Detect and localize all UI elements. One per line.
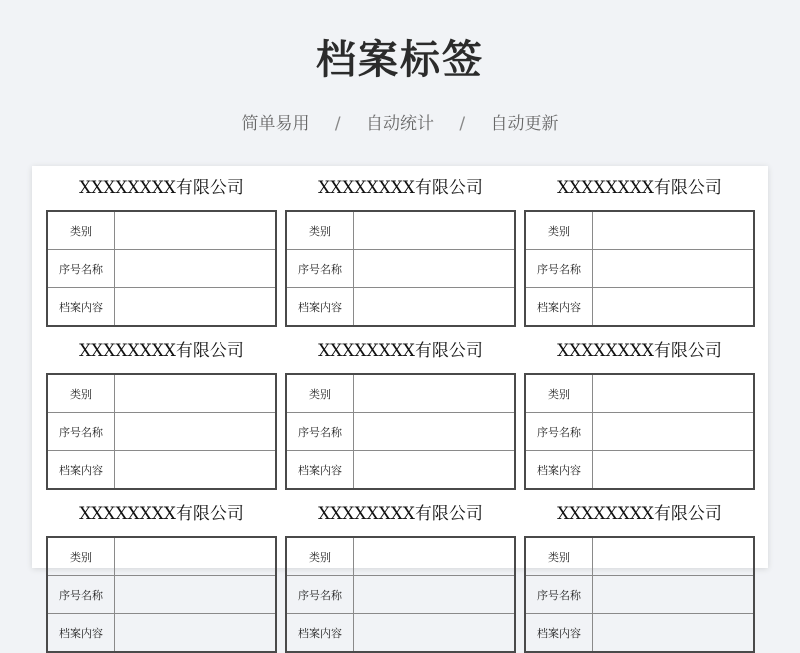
field-value-cell[interactable] bbox=[593, 374, 755, 413]
field-name: 档案内容 bbox=[47, 614, 115, 653]
feature-tagline bbox=[0, 112, 800, 136]
company-name: XXXXXXXX有限公司 bbox=[318, 341, 483, 361]
archive-label bbox=[524, 329, 755, 490]
field-name: 序号名称 bbox=[47, 576, 115, 614]
label-row bbox=[525, 413, 754, 451]
field-value-cell[interactable] bbox=[115, 211, 277, 250]
field-name: 类别 bbox=[286, 374, 354, 413]
field-name: 档案内容 bbox=[286, 288, 354, 327]
field-name: 序号名称 bbox=[47, 250, 115, 288]
field-name: 序号名称 bbox=[525, 576, 593, 614]
archive-label bbox=[285, 492, 516, 653]
field-name: 类别 bbox=[286, 537, 354, 576]
label-table bbox=[524, 373, 755, 490]
separator: / bbox=[334, 114, 341, 134]
label-row bbox=[47, 413, 276, 451]
archive-label bbox=[285, 329, 516, 490]
label-row bbox=[47, 537, 276, 576]
label-row bbox=[47, 451, 276, 490]
field-name: 序号名称 bbox=[525, 250, 593, 288]
field-name: 档案内容 bbox=[47, 451, 115, 490]
label-row bbox=[286, 413, 515, 451]
field-value-cell[interactable] bbox=[115, 576, 277, 614]
field-name: 类别 bbox=[47, 374, 115, 413]
field-name: 档案内容 bbox=[286, 614, 354, 653]
field-value-cell[interactable] bbox=[115, 537, 277, 576]
label-row bbox=[525, 451, 754, 490]
label-row bbox=[286, 250, 515, 288]
label-table bbox=[46, 536, 277, 653]
field-value-cell[interactable] bbox=[115, 451, 277, 490]
label-table bbox=[285, 210, 516, 327]
field-value-cell[interactable] bbox=[593, 614, 755, 653]
field-value-cell[interactable] bbox=[354, 211, 516, 250]
field-name: 档案内容 bbox=[286, 451, 354, 490]
field-value-cell[interactable] bbox=[354, 288, 516, 327]
archive-label bbox=[524, 166, 755, 327]
field-name: 序号名称 bbox=[286, 576, 354, 614]
field-value-cell[interactable] bbox=[593, 451, 755, 490]
field-value-cell[interactable] bbox=[115, 614, 277, 653]
label-table bbox=[46, 210, 277, 327]
label-row bbox=[47, 288, 276, 327]
field-value-cell[interactable] bbox=[354, 451, 516, 490]
field-value-cell[interactable] bbox=[593, 537, 755, 576]
field-name: 类别 bbox=[525, 211, 593, 250]
company-name: XXXXXXXX有限公司 bbox=[79, 504, 244, 524]
company-name: XXXXXXXX有限公司 bbox=[557, 178, 722, 198]
company-name: XXXXXXXX有限公司 bbox=[318, 504, 483, 524]
archive-label bbox=[524, 492, 755, 653]
label-row bbox=[286, 576, 515, 614]
field-name: 档案内容 bbox=[525, 614, 593, 653]
field-name: 档案内容 bbox=[525, 451, 593, 490]
field-value-cell[interactable] bbox=[115, 413, 277, 451]
field-value-cell[interactable] bbox=[354, 614, 516, 653]
label-table bbox=[285, 536, 516, 653]
field-name: 序号名称 bbox=[525, 413, 593, 451]
field-value-cell[interactable] bbox=[593, 250, 755, 288]
label-row bbox=[286, 288, 515, 327]
label-row bbox=[286, 451, 515, 490]
company-name: XXXXXXXX有限公司 bbox=[557, 341, 722, 361]
feature-auto-update: 自动更新 bbox=[490, 114, 559, 134]
label-row bbox=[47, 614, 276, 653]
label-row bbox=[47, 576, 276, 614]
label-row bbox=[47, 250, 276, 288]
company-name: XXXXXXXX有限公司 bbox=[557, 504, 722, 524]
field-name: 类别 bbox=[47, 537, 115, 576]
field-value-cell[interactable] bbox=[354, 250, 516, 288]
field-name: 档案内容 bbox=[525, 288, 593, 327]
label-row bbox=[525, 576, 754, 614]
field-name: 档案内容 bbox=[47, 288, 115, 327]
field-name: 类别 bbox=[47, 211, 115, 250]
label-row bbox=[525, 288, 754, 327]
archive-label bbox=[46, 166, 277, 327]
feature-auto-stats: 自动统计 bbox=[366, 114, 434, 134]
separator: / bbox=[459, 114, 466, 134]
field-value-cell[interactable] bbox=[115, 250, 277, 288]
label-row bbox=[47, 211, 276, 250]
label-table bbox=[46, 373, 277, 490]
label-table bbox=[524, 210, 755, 327]
field-value-cell[interactable] bbox=[354, 537, 516, 576]
field-value-cell[interactable] bbox=[593, 288, 755, 327]
field-name: 序号名称 bbox=[286, 413, 354, 451]
label-row bbox=[286, 537, 515, 576]
field-value-cell[interactable] bbox=[115, 288, 277, 327]
field-value-cell[interactable] bbox=[115, 374, 277, 413]
field-value-cell[interactable] bbox=[593, 576, 755, 614]
archive-label bbox=[285, 166, 516, 327]
field-value-cell[interactable] bbox=[354, 413, 516, 451]
page-title: 档案标签 bbox=[316, 37, 484, 83]
label-table bbox=[285, 373, 516, 490]
label-row bbox=[525, 537, 754, 576]
label-table bbox=[524, 536, 755, 653]
field-name: 序号名称 bbox=[286, 250, 354, 288]
label-row bbox=[286, 614, 515, 653]
label-row bbox=[525, 211, 754, 250]
field-value-cell[interactable] bbox=[354, 374, 516, 413]
label-row bbox=[47, 374, 276, 413]
field-value-cell[interactable] bbox=[354, 576, 516, 614]
field-name: 类别 bbox=[525, 537, 593, 576]
label-row bbox=[525, 374, 754, 413]
label-row bbox=[525, 614, 754, 653]
company-name: XXXXXXXX有限公司 bbox=[79, 341, 244, 361]
feature-easy: 简单易用 bbox=[241, 114, 310, 134]
company-name: XXXXXXXX有限公司 bbox=[318, 178, 483, 198]
archive-label bbox=[46, 492, 277, 653]
field-name: 类别 bbox=[525, 374, 593, 413]
label-row bbox=[286, 374, 515, 413]
archive-label bbox=[46, 329, 277, 490]
field-value-cell[interactable] bbox=[593, 413, 755, 451]
field-name: 类别 bbox=[286, 211, 354, 250]
field-name: 序号名称 bbox=[47, 413, 115, 451]
company-name: XXXXXXXX有限公司 bbox=[79, 178, 244, 198]
field-value-cell[interactable] bbox=[593, 211, 755, 250]
label-row bbox=[286, 211, 515, 250]
label-row bbox=[525, 250, 754, 288]
label-sheet bbox=[32, 166, 768, 640]
